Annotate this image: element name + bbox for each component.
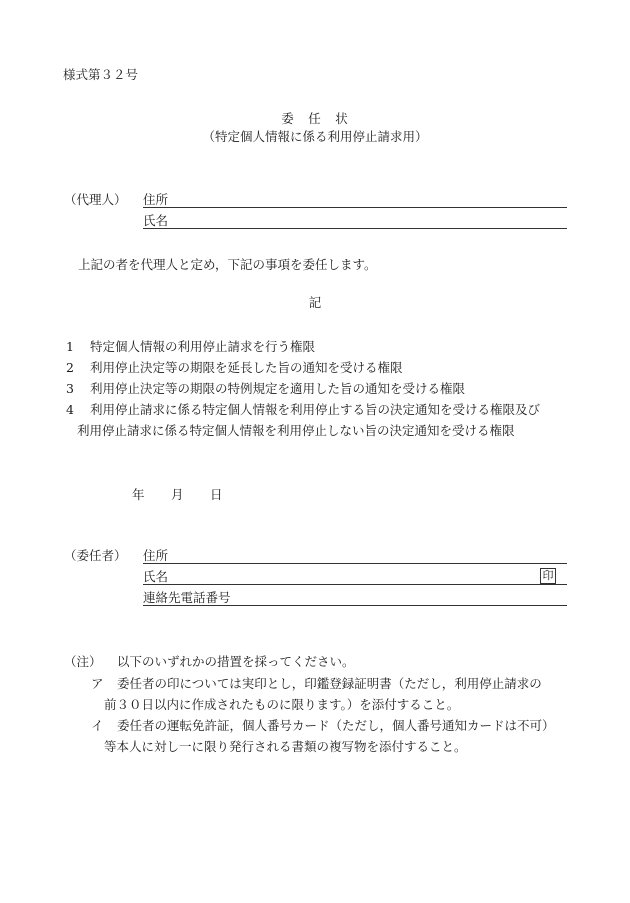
- note-i-mark: イ: [91, 718, 104, 733]
- date-year: 年: [132, 487, 145, 502]
- date-day: 日: [210, 487, 223, 502]
- item-number: 4: [66, 402, 74, 417]
- note-i-line1: 委任者の運転免許証，個人番号カード（ただし，個人番号通知カードは不可）: [117, 718, 555, 733]
- note-i-line2: 等本人に対し一に限り発行される書類の複写物を添付すること。: [104, 739, 467, 754]
- date-month: 月: [171, 487, 184, 502]
- item-number: 3: [66, 381, 74, 396]
- principal-name-label: 氏名: [143, 569, 169, 584]
- item-number: 2: [66, 360, 74, 375]
- note-label: （注）: [64, 654, 102, 669]
- ki-heading: 記: [308, 295, 322, 310]
- principal-phone-label: 連絡先電話番号: [143, 590, 231, 605]
- agent-name-field[interactable]: [143, 228, 567, 229]
- seal-mark: 印: [540, 568, 556, 584]
- page-title: 委 任 状: [281, 111, 349, 126]
- item-text: 特定個人情報の利用停止請求を行う権限: [90, 339, 316, 354]
- principal-address-field[interactable]: [143, 563, 567, 564]
- principal-name-field[interactable]: [143, 584, 567, 585]
- principal-address-label: 住所: [143, 548, 169, 563]
- form-number: 様式第３２号: [63, 67, 139, 82]
- delegation-statement: 上記の者を代理人と定め，下記の事項を委任します。: [78, 257, 377, 272]
- note-a-mark: ア: [91, 676, 104, 691]
- item-text: 利用停止請求に係る特定個人情報を利用停止する旨の決定通知を受ける権限及び: [90, 402, 541, 417]
- note-intro: 以下のいずれかの措置を採ってください。: [117, 654, 355, 669]
- note-a-line2: 前３０日以内に作成されたものに限ります。）を添付すること。: [104, 697, 460, 712]
- agent-address-field[interactable]: [143, 207, 567, 208]
- agent-label: （代理人）: [64, 192, 127, 207]
- item-text-continued: 利用停止請求に係る特定個人情報を利用停止しない旨の決定通知を受ける権限: [77, 423, 515, 438]
- item-number: 1: [66, 339, 74, 354]
- note-a-line1: 委任者の印については実印とし，印鑑登録証明書（ただし，利用停止請求の: [117, 676, 542, 691]
- item-text: 利用停止決定等の期限の特例規定を適用した旨の通知を受ける権限: [90, 381, 466, 396]
- page-subtitle: （特定個人情報に係る利用停止請求用）: [202, 129, 428, 144]
- principal-phone-field[interactable]: [143, 605, 567, 606]
- agent-address-label: 住所: [143, 192, 169, 207]
- agent-name-label: 氏名: [143, 213, 169, 228]
- item-text: 利用停止決定等の期限を延長した旨の通知を受ける権限: [90, 360, 403, 375]
- principal-label: （委任者）: [64, 548, 127, 563]
